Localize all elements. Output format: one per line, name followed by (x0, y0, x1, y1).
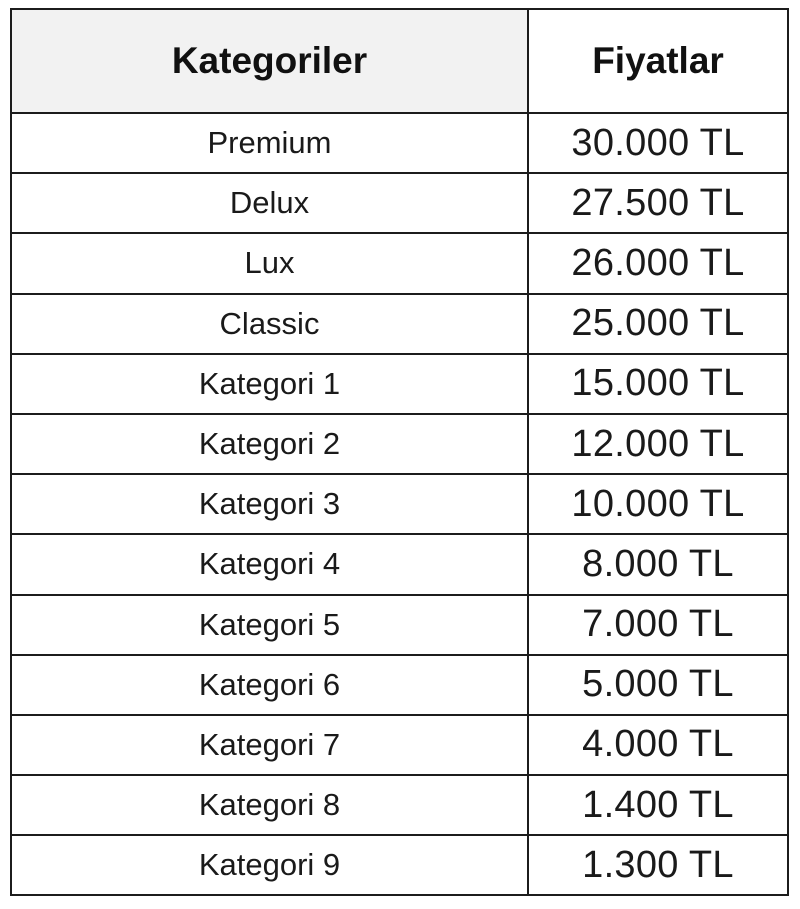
price-column-header: Fiyatlar (528, 9, 788, 113)
price-cell: 25.000 TL (528, 294, 788, 354)
price-cell: 7.000 TL (528, 595, 788, 655)
category-cell: Kategori 3 (11, 474, 528, 534)
table-row (11, 113, 788, 173)
price-cell: 10.000 TL (528, 474, 788, 534)
price-table (10, 8, 789, 896)
category-cell: Kategori 5 (11, 595, 528, 655)
category-cell: Kategori 2 (11, 414, 528, 474)
category-cell: Lux (11, 233, 528, 293)
price-cell: 15.000 TL (528, 354, 788, 414)
table-row (11, 233, 788, 293)
price-cell: 30.000 TL (528, 113, 788, 173)
price-cell: 5.000 TL (528, 655, 788, 715)
table-row (11, 534, 788, 594)
table-row (11, 173, 788, 233)
category-cell: Kategori 1 (11, 354, 528, 414)
category-cell: Kategori 6 (11, 655, 528, 715)
table-row (11, 835, 788, 895)
table-row (11, 354, 788, 414)
table-header (11, 9, 788, 113)
category-cell: Kategori 8 (11, 775, 528, 835)
table-row (11, 294, 788, 354)
table-row (11, 655, 788, 715)
price-cell: 1.300 TL (528, 835, 788, 895)
table-row (11, 715, 788, 775)
category-cell: Kategori 7 (11, 715, 528, 775)
price-cell: 27.500 TL (528, 173, 788, 233)
table-row (11, 474, 788, 534)
price-cell: 8.000 TL (528, 534, 788, 594)
category-cell: Premium (11, 113, 528, 173)
price-cell: 26.000 TL (528, 233, 788, 293)
category-cell: Kategori 4 (11, 534, 528, 594)
price-cell: 4.000 TL (528, 715, 788, 775)
table-row (11, 775, 788, 835)
category-cell: Delux (11, 173, 528, 233)
category-column-header: Kategoriler (11, 9, 528, 113)
price-cell: 1.400 TL (528, 775, 788, 835)
category-cell: Kategori 9 (11, 835, 528, 895)
header-row (11, 9, 788, 113)
table-row (11, 595, 788, 655)
price-cell: 12.000 TL (528, 414, 788, 474)
table-body (11, 113, 788, 895)
category-cell: Classic (11, 294, 528, 354)
table-row (11, 414, 788, 474)
